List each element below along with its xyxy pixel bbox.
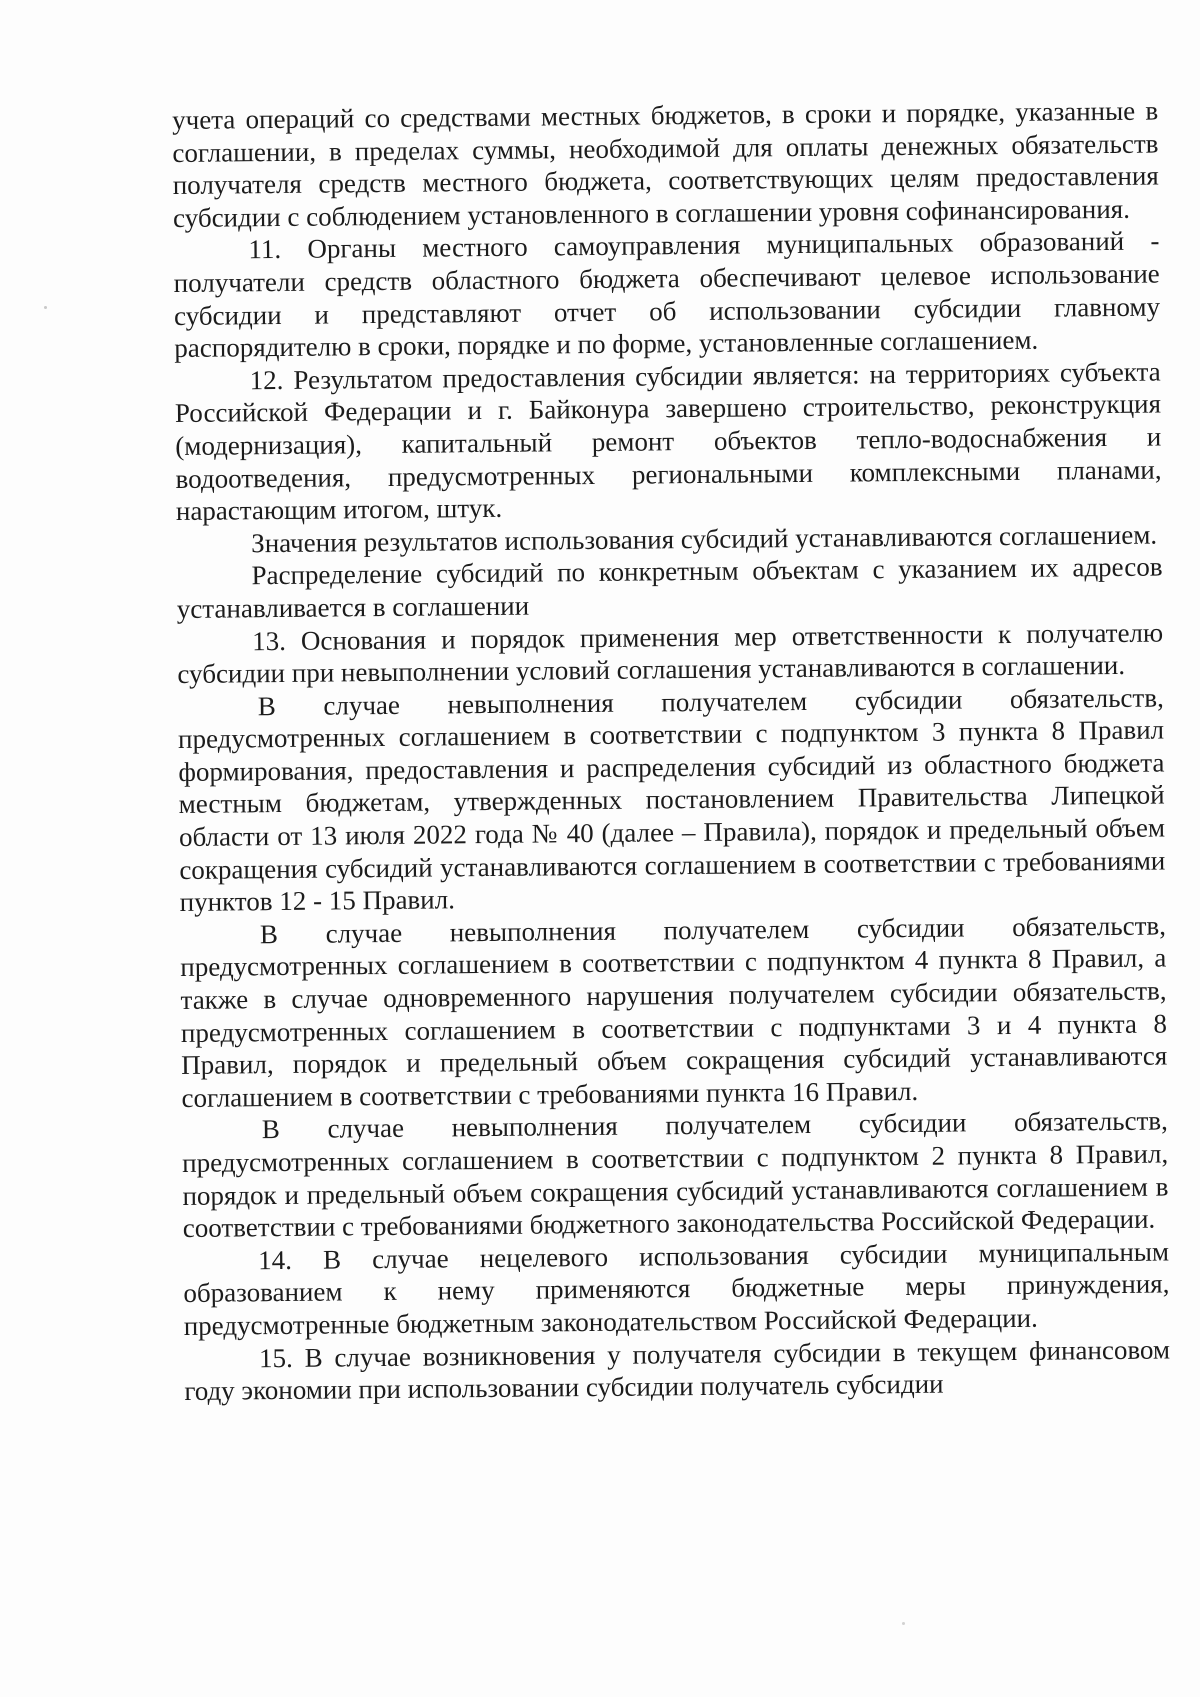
paragraph-item-13: 13. Основания и порядок применения мер ответственности к получателю субсидии при невыполнении условий соглашения устанавливаются в соглашении. xyxy=(177,617,1164,690)
paragraph-case-subpoint-2: В случае невыполнения получателем субсидии обязательств, предусмотренных соглашением в соответствии с подпунктом 2 пункта 8 Правил, порядок и предельный объем сокращения субсидий устанавливаются соглашением в соответствии с требованиями бюджетного законодательства Российской Федерации. xyxy=(182,1105,1169,1244)
document-body xyxy=(172,95,1170,1408)
paragraph-item-14: 14. В случае нецелевого использования субсидии муниципальным образованием к нему применяются бюджетные меры принуждения, предусмотренные бюджетным законодательством Российской Федерации. xyxy=(183,1236,1170,1341)
paragraph-continuation: учета операций со средствами местных бюджетов, в сроки и порядке, указанные в соглашении, в пределах суммы, необходимой для оплаты денежных обязательств получателя средств местного бюджета, соответствующих целям предоставления субсидии с соблюдением установленного в соглашении уровня софинансирования. xyxy=(172,95,1159,233)
paragraph-distribution: Распределение субсидий по конкретным объектам с указанием их адресов устанавливается в соглашении xyxy=(176,551,1163,624)
paragraph-case-subpoint-4: В случае невыполнения получателем субсидии обязательств, предусмотренных соглашением в соответствии с подпунктом 4 пункта 8 Правил, а также в случае одновременного нарушения получателем субсидии обязательств, предусмотренных соглашением в соответствии с подпунктами 3 и 4 пункта 8 Правил, порядок и предельный объем сокращения субсидий устанавливаются соглашением в соответствии с требованиями пункта 16 Правил. xyxy=(180,910,1168,1113)
scan-speck xyxy=(44,306,47,309)
paragraph-item-15: 15. В случае возникновения у получателя субсидии в текущем финансовом году экономии при использовании субсидии получатель субсидии xyxy=(184,1334,1171,1407)
scan-speck xyxy=(902,1622,905,1625)
paragraph-item-11: 11. Органы местного самоуправления муниципальных образований - получатели средств областного бюджета обеспечивают целевое использование субсидии и представляют отчет об использовании субсидии главному распорядителю в сроки, порядке и по форме, установленные соглашением. xyxy=(173,225,1161,364)
paragraph-results-values: Значения результатов использования субсидий устанавливаются соглашением. xyxy=(251,519,1158,558)
paragraph-case-subpoint-3: В случае невыполнения получателем субсидии обязательств, предусмотренных соглашением в соответствии с подпунктом 3 пункта 8 Правил формирования, предоставления и распределения субсидий из областного бюджета местным бюджетам, утвержденных постановлением Правительства Липецкой области от 13 июля 2022 года № 40 (далее – Правила), порядок и предельный объем сокращения субсидий устанавливаются соглашением в соответствии с требованиями пунктов 12 - 15 Правил. xyxy=(177,682,1166,918)
paragraph-item-12: 12. Результатом предоставления субсидии является: на территориях субъекта Российской Федерации и г. Байконура завершено строительство, реконструкция (модернизация), капитальный ремонт объектов тепло-водоснабжения и водоотведения, предусмотренных региональными комплексными планами, нарастающим итогом, штук. xyxy=(174,356,1162,527)
